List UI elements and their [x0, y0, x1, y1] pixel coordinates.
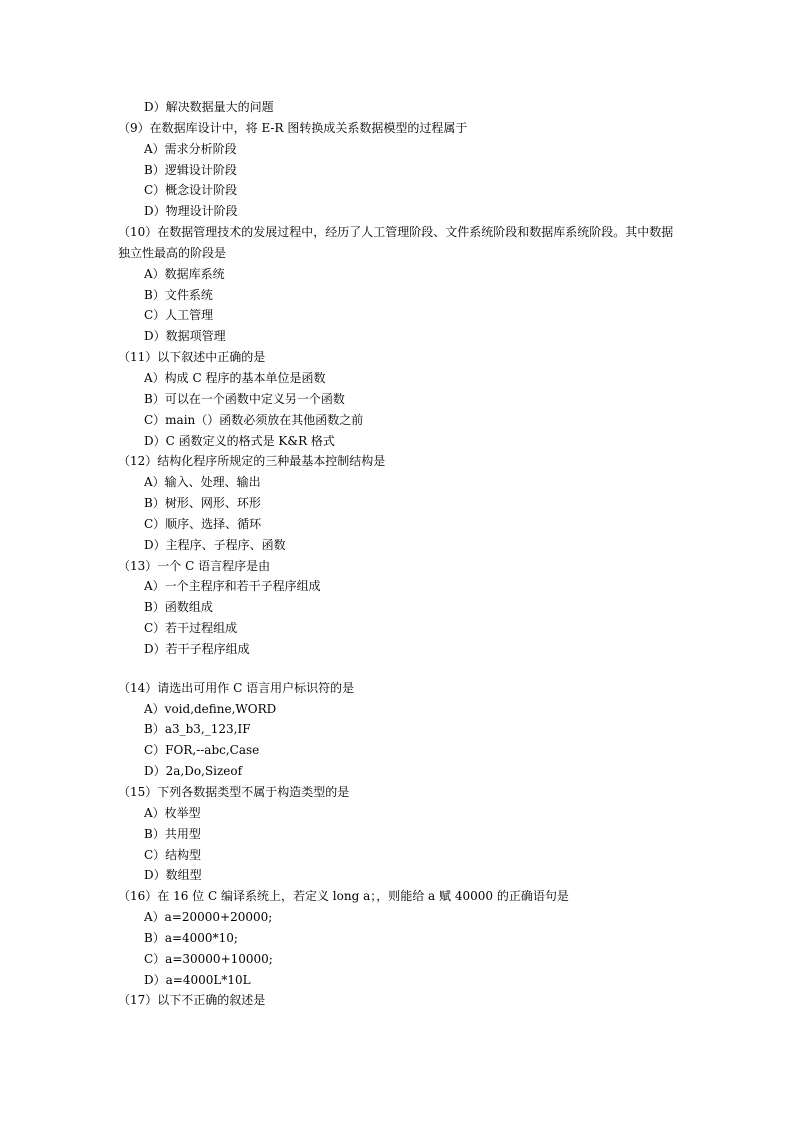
answer-option: B）共用型 [144, 826, 201, 841]
answer-option: A）输入、处理、输出 [144, 475, 261, 490]
answer-option: D）解决数据量大的问题 [144, 100, 274, 114]
answer-option: A）构成 C 程序的基本单位是函数 [144, 370, 326, 385]
answer-option: B）逻辑设计阶段 [144, 162, 237, 177]
answer-option: A）枚举型 [144, 805, 201, 820]
answer-option: C）概念设计阶段 [144, 183, 238, 198]
question-text: 独立性最高的阶段是 [118, 245, 227, 260]
answer-option: C）若干过程组成 [144, 621, 238, 636]
answer-option: C）a=30000+10000; [144, 951, 273, 966]
answer-option: B）函数组成 [144, 600, 213, 615]
answer-option: D）若干子程序组成 [144, 641, 250, 656]
answer-option: C）main（）函数必须放在其他函数之前 [144, 412, 364, 427]
answer-option: B）树形、网形、环形 [144, 496, 261, 511]
answer-option: A）数据库系统 [144, 266, 225, 281]
answer-option: B）文件系统 [144, 287, 213, 302]
answer-option: D）主程序、子程序、函数 [144, 537, 286, 552]
question-text: （9）在数据库设计中，将 E-R 图转换成关系数据模型的过程属于 [118, 120, 468, 135]
question-text: （17）以下不正确的叙述是 [118, 993, 266, 1008]
question-text: （16）在 16 位 C 编译系统上，若定义 long a；，则能给 a 赋 40000 的正确语句是 [118, 889, 569, 904]
question-text: （15）下列各数据类型不属于构造类型的是 [118, 785, 350, 799]
answer-option: D）C 函数定义的格式是 K&R 格式 [144, 433, 335, 448]
exam-questions [118, 97, 678, 1011]
answer-option: B）a3_b3,_123,IF [144, 722, 251, 737]
answer-option: D）a=4000L*10L [144, 972, 251, 987]
answer-option: C）顺序、选择、循环 [144, 516, 262, 531]
answer-option: C）FOR,--abc,Case [144, 743, 260, 758]
question-text: （14）请选出可用作 C 语言用户标识符的是 [118, 680, 355, 695]
answer-option: B）可以在一个函数中定义另一个函数 [144, 391, 345, 406]
question-text: （10）在数据管理技术的发展过程中，经历了人工管理阶段、文件系统阶段和数据库系统阶段。其中数据 [118, 225, 674, 240]
answer-option: A）需求分析阶段 [144, 141, 237, 156]
answer-option: C）结构型 [144, 847, 202, 862]
question-text: （11）以下叙述中正确的是 [118, 350, 266, 365]
answer-option: A）void,define,WORD [144, 701, 277, 716]
answer-option: B）a=4000*10; [144, 930, 238, 945]
question-text: （12）结构化程序所规定的三种最基本控制结构是 [118, 454, 386, 469]
answer-option: A）一个主程序和若干子程序组成 [144, 579, 321, 594]
answer-option: D）物理设计阶段 [144, 204, 238, 219]
blank-gap [118, 660, 678, 678]
answer-option: C）人工管理 [144, 308, 214, 323]
question-text: （13）一个 C 语言程序是由 [118, 558, 271, 573]
answer-option: D）数组型 [144, 868, 202, 883]
answer-option: D）数据项管理 [144, 329, 226, 344]
answer-option: A）a=20000+20000; [144, 910, 273, 925]
answer-option: D）2a,Do,Sizeof [144, 764, 243, 779]
